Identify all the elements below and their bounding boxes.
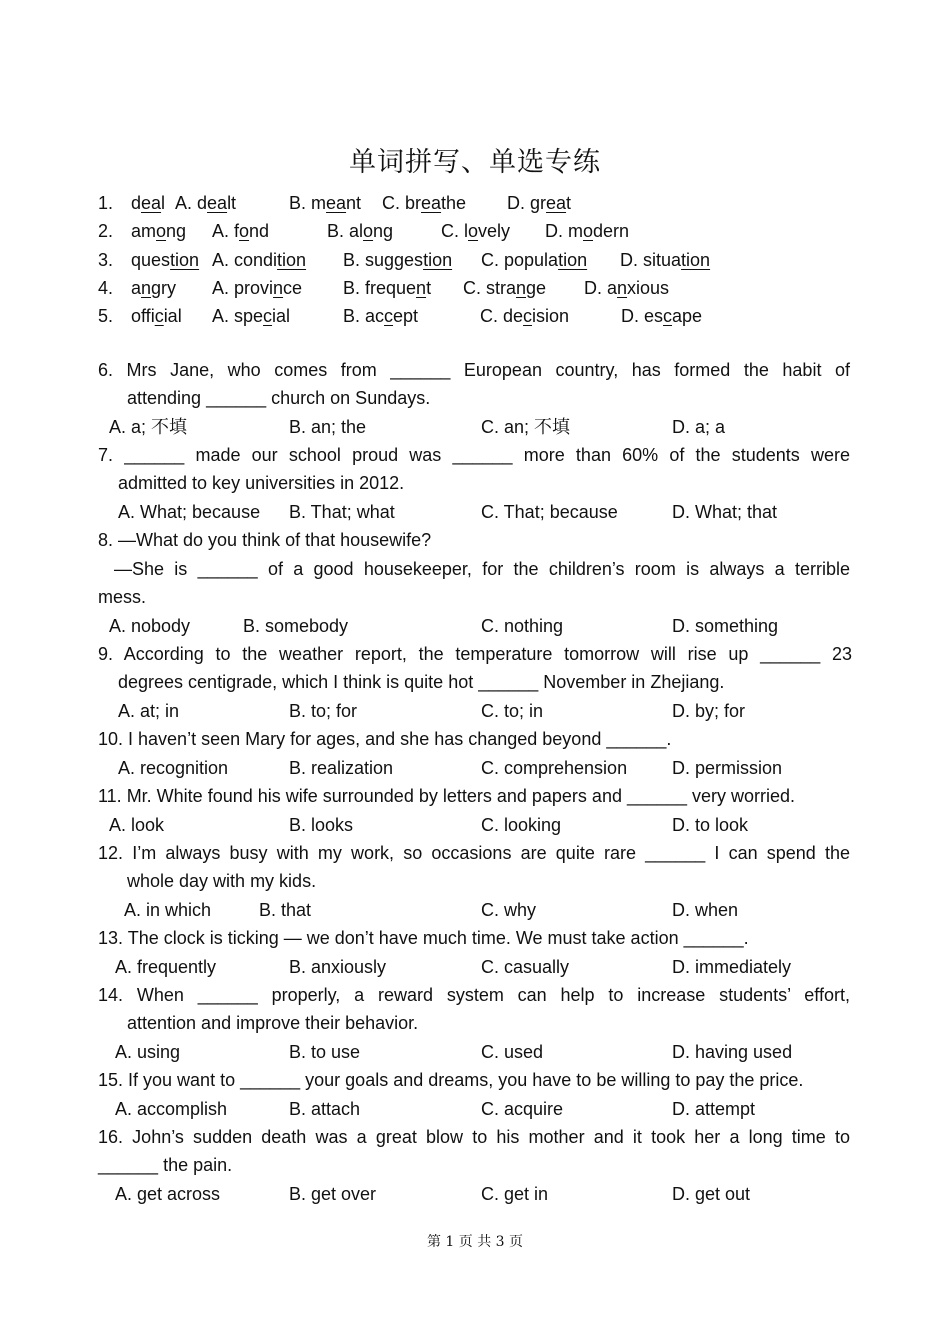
question-7-option-d: D. What; that bbox=[672, 502, 778, 522]
word-item-3-option-d bbox=[620, 248, 710, 272]
word-item-3-option-a-underlined-part: tion bbox=[277, 250, 307, 270]
question-10-line-1: 10. I haven’t seen Mary for ages, and she has changed beyond ______. bbox=[98, 729, 672, 749]
question-16-line-2: ______ the pain. bbox=[98, 1155, 233, 1175]
word-item-3-option-c-prefix: C. popula bbox=[481, 250, 559, 270]
question-8-option-c: C. nothing bbox=[481, 616, 564, 636]
word-item-5-option-d-prefix: D. es bbox=[621, 306, 664, 326]
word-item-4-headword-suffix: gry bbox=[151, 278, 177, 298]
question-14-option-b: B. to use bbox=[289, 1042, 361, 1062]
word-item-5-option-a-underlined-part: c bbox=[263, 306, 273, 326]
word-item-2-option-b bbox=[327, 219, 393, 243]
question-12-option-d: D. when bbox=[672, 900, 739, 920]
word-item-4-option-d bbox=[584, 276, 669, 300]
question-15-option-c: C. acquire bbox=[481, 1099, 564, 1119]
question-10-option-b: B. realization bbox=[289, 758, 394, 778]
word-item-3-headword-prefix: ques bbox=[131, 250, 171, 270]
question-9-option-c: C. to; in bbox=[481, 701, 544, 721]
question-6-option-b: B. an; the bbox=[289, 417, 367, 437]
question-14-option-c: C. used bbox=[481, 1042, 544, 1062]
question-10-option-c: C. comprehension bbox=[481, 758, 628, 778]
word-item-2-option-a bbox=[212, 219, 269, 243]
question-16-option-c: C. get in bbox=[481, 1184, 549, 1204]
word-item-4-option-d-prefix: D. a bbox=[584, 278, 618, 298]
question-7-line-1: 7. ______ made our school proud was ______ more than 60% of the students were bbox=[98, 445, 850, 465]
word-item-3-headword-underlined-part: tion bbox=[170, 250, 200, 270]
word-item-5-option-c-prefix: C. de bbox=[480, 306, 524, 326]
word-item-4-option-b-prefix: B. freque bbox=[343, 278, 417, 298]
question-14-line-1: 14. When ______ properly, a reward system can help to increase students’ effort, bbox=[98, 985, 850, 1005]
question-16-option-b: B. get over bbox=[289, 1184, 377, 1204]
word-item-2-option-b-underlined-part: o bbox=[363, 221, 374, 241]
question-13-line-1: 13. The clock is ticking — we don’t have much time. We must take action ______. bbox=[98, 928, 749, 948]
word-item-3-option-a bbox=[212, 248, 306, 272]
question-8-line-1: 8. —What do you think of that housewife? bbox=[98, 530, 432, 550]
word-item-1-option-c-prefix: C. br bbox=[382, 193, 422, 213]
question-9-option-a: A. at; in bbox=[118, 701, 180, 721]
question-7-option-c: C. That; because bbox=[481, 502, 618, 522]
word-item-3-option-c bbox=[481, 248, 587, 272]
question-9-line-1: 9. According to the weather report, the temperature tomorrow will rise up ______ 23 bbox=[98, 644, 852, 664]
word-item-2-option-d-prefix: D. m bbox=[545, 221, 583, 241]
question-8-option-d: D. something bbox=[672, 616, 779, 636]
word-item-5-headword-underlined-part: c bbox=[154, 306, 164, 326]
question-10-option-d: D. permission bbox=[672, 758, 783, 778]
question-6-line-1: 6. Mrs Jane, who comes from ______ European country, has formed the habit of bbox=[98, 360, 850, 380]
word-item-2-option-b-prefix: B. al bbox=[327, 221, 364, 241]
word-item-1-option-c-suffix: the bbox=[441, 193, 467, 213]
question-6-option-a: A. a; 不填 bbox=[109, 417, 188, 437]
question-8-line-3: mess. bbox=[98, 587, 147, 607]
word-item-4-option-b bbox=[343, 276, 431, 300]
word-item-5-option-c-suffix: ision bbox=[532, 306, 570, 326]
word-item-5-option-a bbox=[212, 304, 290, 328]
word-item-4-option-b-underlined-part: n bbox=[416, 278, 427, 298]
word-item-4-option-c-prefix: C. stra bbox=[463, 278, 517, 298]
word-item-1-option-b-underlined-part: ea bbox=[326, 193, 347, 213]
question-11-option-c: C. looking bbox=[481, 815, 562, 835]
word-item-2-option-c-underlined-part: o bbox=[468, 221, 479, 241]
word-item-4-option-c-underlined-part: n bbox=[516, 278, 527, 298]
question-13-option-b: B. anxiously bbox=[289, 957, 387, 977]
word-item-1-option-b-suffix: nt bbox=[346, 193, 362, 213]
word-item-1-headword bbox=[131, 191, 165, 215]
word-item-2-headword-suffix: ng bbox=[166, 221, 187, 241]
question-11-option-b: B. looks bbox=[289, 815, 354, 835]
word-item-2-option-b-suffix: ng bbox=[373, 221, 394, 241]
word-item-1-option-c-underlined-part: ea bbox=[421, 193, 442, 213]
word-item-3-option-a-prefix: A. condi bbox=[212, 250, 278, 270]
question-9-line-2: degrees centigrade, which I think is quite hot ______ November in Zhejiang. bbox=[118, 672, 725, 692]
question-14-line-2: attention and improve their behavior. bbox=[127, 1013, 419, 1033]
word-item-2-headword-underlined-part: o bbox=[156, 221, 167, 241]
word-item-2-option-c-prefix: C. l bbox=[441, 221, 468, 241]
word-item-3-option-d-prefix: D. situa bbox=[620, 250, 682, 270]
word-item-3-option-d-underlined-part: tion bbox=[681, 250, 711, 270]
word-item-5-option-d-underlined-part: c bbox=[663, 306, 673, 326]
question-12-option-b: B. that bbox=[259, 900, 312, 920]
question-8-line-2: —She is ______ of a good housekeeper, for the children’s room is always a terrible bbox=[114, 559, 850, 579]
word-item-3-option-b-underlined-part: tion bbox=[423, 250, 453, 270]
page-title: 单词拼写、单选专练 bbox=[349, 147, 601, 178]
word-item-5-option-c-underlined-part: c bbox=[523, 306, 533, 326]
question-7-option-b: B. That; what bbox=[289, 502, 395, 522]
word-item-5-option-d-suffix: ape bbox=[672, 306, 703, 326]
question-16-line-1: 16. John’s sudden death was a great blow to his mother and it took her a long time to bbox=[98, 1127, 850, 1147]
question-11-option-d: D. to look bbox=[672, 815, 749, 835]
question-14-option-a: A. using bbox=[115, 1042, 181, 1062]
question-9-option-d: D. by; for bbox=[672, 701, 746, 721]
word-item-5-headword-suffix: ial bbox=[163, 306, 182, 326]
question-14-option-d: D. having used bbox=[672, 1042, 793, 1062]
word-item-3-headword bbox=[131, 248, 199, 272]
word-item-1-headword-prefix: d bbox=[131, 193, 142, 213]
word-item-1-option-d bbox=[507, 191, 571, 215]
word-item-1-option-a bbox=[175, 191, 236, 215]
word-item-4-option-b-suffix: t bbox=[426, 278, 432, 298]
word-item-5-option-b-suffix: ept bbox=[393, 306, 419, 326]
word-item-2-headword bbox=[131, 219, 186, 243]
word-item-4-option-a bbox=[212, 276, 302, 300]
word-item-5-option-a-suffix: ial bbox=[272, 306, 291, 326]
question-12-line-1: 12. I’m always busy with my work, so occasions are quite rare ______ I can spend the bbox=[98, 843, 850, 863]
question-15-option-b: B. attach bbox=[289, 1099, 361, 1119]
word-item-1-headword-suffix: l bbox=[161, 193, 166, 213]
word-item-4-headword-prefix: a bbox=[131, 278, 142, 298]
word-item-4-option-a-prefix: A. provi bbox=[212, 278, 274, 298]
word-item-2-option-a-suffix: nd bbox=[249, 221, 270, 241]
question-12-option-c: C. why bbox=[481, 900, 537, 920]
word-item-5-headword bbox=[131, 304, 182, 328]
word-item-1-option-b bbox=[289, 191, 361, 215]
word-item-1-option-d-prefix: D. gr bbox=[507, 193, 547, 213]
page-footer: 第 1 页 共 3 页 bbox=[426, 1234, 524, 1250]
question-8-option-b: B. somebody bbox=[243, 616, 349, 636]
question-7-option-a: A. What; because bbox=[118, 502, 261, 522]
question-15-line-1: 15. If you want to ______ your goals and dreams, you have to be willing to pay the price. bbox=[98, 1070, 804, 1090]
word-item-4-option-d-underlined-part: n bbox=[617, 278, 628, 298]
word-item-1-option-a-underlined-part: ea bbox=[207, 193, 228, 213]
word-item-4-number: 4. bbox=[98, 278, 114, 298]
word-item-5-option-d bbox=[621, 304, 702, 328]
word-item-4-headword-underlined-part: n bbox=[141, 278, 152, 298]
question-7-line-2: admitted to key universities in 2012. bbox=[118, 473, 405, 493]
word-item-4-option-d-suffix: xious bbox=[627, 278, 670, 298]
word-item-2-option-a-underlined-part: o bbox=[239, 221, 250, 241]
question-9-option-b: B. to; for bbox=[289, 701, 358, 721]
word-item-5-option-c bbox=[480, 304, 569, 328]
question-8-option-a: A. nobody bbox=[109, 616, 191, 636]
word-item-4-option-c-suffix: ge bbox=[526, 278, 547, 298]
question-13-option-c: C. casually bbox=[481, 957, 570, 977]
word-item-5-option-b-prefix: B. ac bbox=[343, 306, 385, 326]
word-item-5-option-a-prefix: A. spe bbox=[212, 306, 264, 326]
question-13-option-a: A. frequently bbox=[115, 957, 217, 977]
word-item-3-option-b-prefix: B. sugges bbox=[343, 250, 424, 270]
word-item-5-option-b bbox=[343, 304, 418, 328]
word-item-4-option-a-underlined-part: n bbox=[273, 278, 284, 298]
word-item-2-option-d-underlined-part: o bbox=[583, 221, 594, 241]
word-item-1-option-d-underlined-part: ea bbox=[546, 193, 567, 213]
word-item-4-option-a-suffix: ce bbox=[283, 278, 303, 298]
word-item-4-option-c bbox=[463, 276, 546, 300]
word-item-3-option-c-underlined-part: tion bbox=[558, 250, 588, 270]
word-item-1-option-d-suffix: t bbox=[566, 193, 572, 213]
word-item-1-option-c bbox=[382, 191, 466, 215]
word-item-2-option-a-prefix: A. f bbox=[212, 221, 240, 241]
word-item-1-option-a-prefix: A. d bbox=[175, 193, 208, 213]
question-16-option-d: D. get out bbox=[672, 1184, 751, 1204]
word-item-5-headword-prefix: offi bbox=[131, 306, 155, 326]
word-item-2-number: 2. bbox=[98, 221, 114, 241]
word-item-2-option-d bbox=[545, 219, 629, 243]
word-item-1-option-b-prefix: B. m bbox=[289, 193, 327, 213]
word-item-2-option-c-suffix: vely bbox=[478, 221, 511, 241]
word-item-1-headword-underlined-part: ea bbox=[141, 193, 162, 213]
question-11-option-a: A. look bbox=[109, 815, 165, 835]
question-16-option-a: A. get across bbox=[115, 1184, 221, 1204]
word-item-1-option-a-suffix: lt bbox=[227, 193, 237, 213]
word-item-1-number: 1. bbox=[98, 193, 114, 213]
word-item-4-headword bbox=[131, 276, 176, 300]
question-12-option-a: A. in which bbox=[124, 900, 212, 920]
word-item-3-number: 3. bbox=[98, 250, 114, 270]
question-15-option-a: A. accomplish bbox=[115, 1099, 228, 1119]
question-11-line-1: 11. Mr. White found his wife surrounded by letters and papers and ______ very worried. bbox=[98, 786, 796, 806]
question-15-option-d: D. attempt bbox=[672, 1099, 756, 1119]
question-12-line-2: whole day with my kids. bbox=[127, 871, 317, 891]
question-10-option-a: A. recognition bbox=[118, 758, 229, 778]
word-item-5-number: 5. bbox=[98, 306, 114, 326]
word-item-5-option-b-underlined-part: c bbox=[384, 306, 394, 326]
question-6-line-2: attending ______ church on Sundays. bbox=[127, 388, 431, 408]
word-item-2-headword-prefix: am bbox=[131, 221, 157, 241]
word-item-2-option-d-suffix: dern bbox=[593, 221, 630, 241]
question-13-option-d: D. immediately bbox=[672, 957, 792, 977]
word-item-2-option-c bbox=[441, 219, 510, 243]
question-6-option-d: D. a; a bbox=[672, 417, 726, 437]
word-item-3-option-b bbox=[343, 248, 452, 272]
question-6-option-c: C. an; 不填 bbox=[481, 417, 571, 437]
